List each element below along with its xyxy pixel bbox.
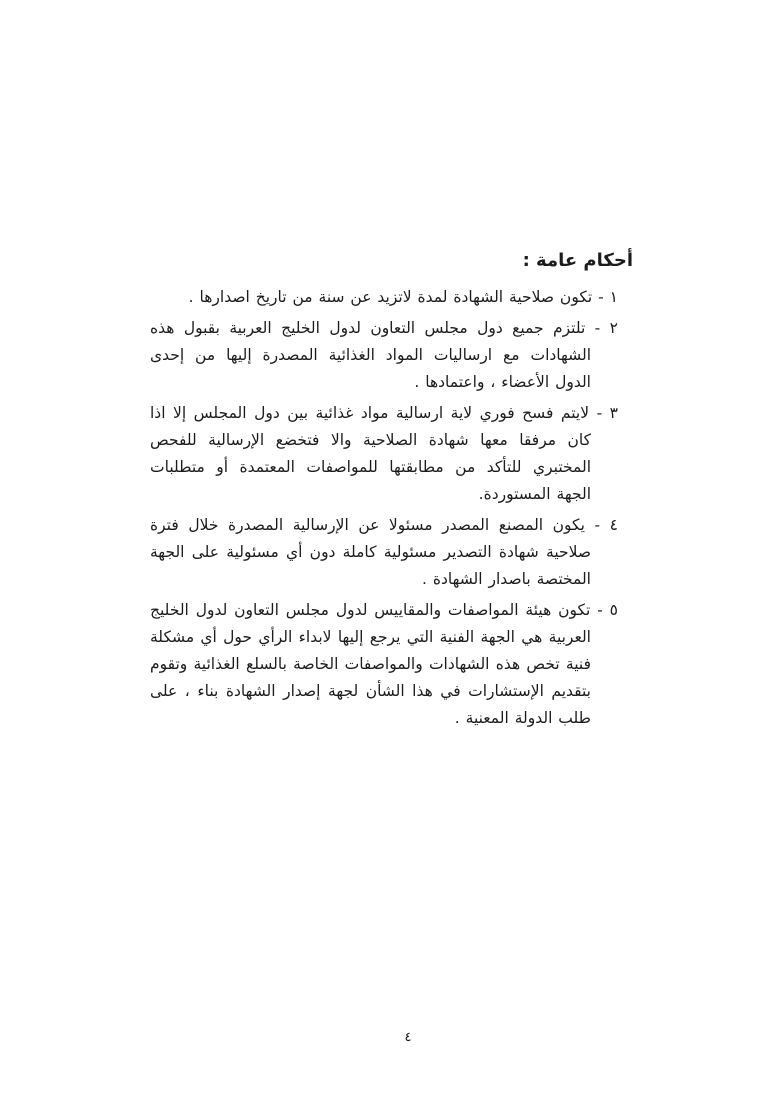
page-number: ٤ [404, 1030, 412, 1045]
item-text: يكون المصنع المصدر مسئولا عن الإرسالية المصدرة خلال فترة صلاحية شهادة التصدير مسئولية كاملة دون أي مسئولية على الجهة المختصة باصدار الشهادة . [150, 516, 591, 588]
item-dash: - [598, 288, 604, 306]
item-number: ٣ [609, 404, 618, 422]
item-dash: - [594, 319, 601, 337]
section-heading: أحكام عامة : [522, 250, 633, 271]
item-number: ١ [609, 288, 618, 306]
item-number: ٢ [609, 319, 618, 337]
item-text: لايتم فسح فوري لاية ارسالية مواد غذائية بين دول المجلس إلا اذا كان مرفقا معها شهادة الصلاحية والا فتخضع الإرسالية للفحص المختبري للتأكد من مطابقتها للمواصفات المعتمدة أو متطلبات الجهة المستوردة. [150, 404, 591, 503]
list-item [150, 597, 618, 732]
numbered-list [150, 284, 618, 732]
list-item [150, 284, 618, 311]
item-dash: - [594, 516, 601, 534]
item-dash: - [597, 601, 603, 619]
item-text: تكون هيئة المواصفات والمقاييس لدول مجلس التعاون لدول الخليج العربية هي الجهة الفنية التي يرجع إليها لابداء الرأي حول أي مشكلة فنية تخص هذه الشهادات والمواصفات الخاصة بالسلع الغذائية وتقوم بتقديم الإستشارات في هذا الشأن لجهة إصدار الشهادة بناء ، على طلب الدولة المعنية . [150, 601, 591, 727]
list-item [150, 315, 618, 396]
item-text: تكون صلاحية الشهادة لمدة لاتزيد عن سنة من تاريخ اصدارها . [188, 288, 593, 306]
document-content [150, 249, 633, 736]
item-dash: - [596, 404, 603, 422]
item-number: ٤ [609, 516, 618, 534]
item-text: تلتزم جميع دول مجلس التعاون لدول الخليج العربية بقبول هذه الشهادات مع ارساليات المواد الغذائية المصدرة إليها من إحدى الدول الأعضاء ، واعتمادها . [150, 319, 591, 391]
list-item [150, 512, 618, 593]
list-item [150, 400, 618, 508]
item-number: ٥ [609, 601, 618, 619]
